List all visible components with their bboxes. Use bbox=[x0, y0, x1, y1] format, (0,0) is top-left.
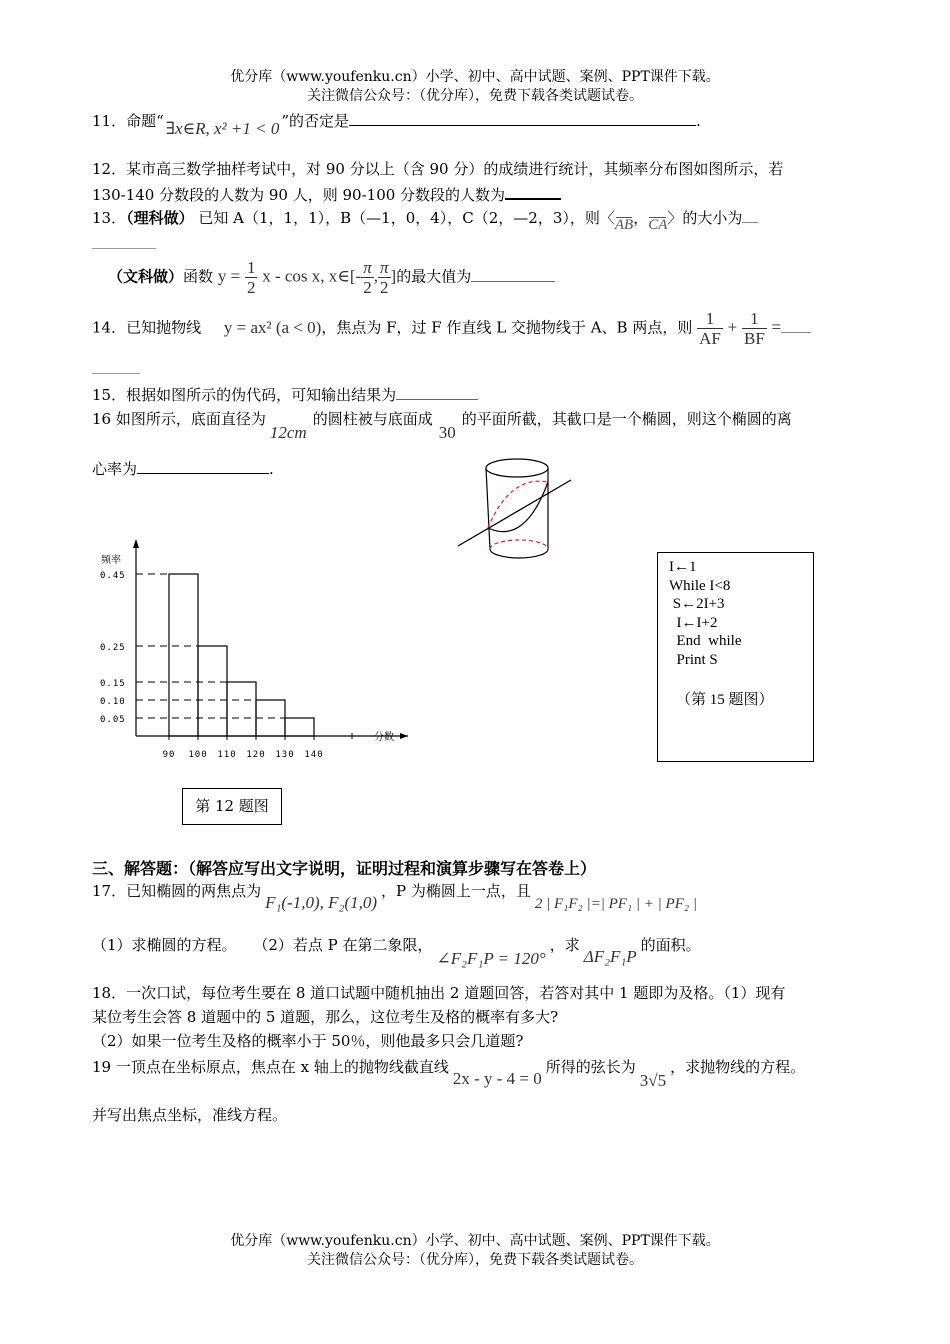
q16-diameter: 12cm bbox=[269, 423, 307, 442]
q15-text: 15．根据如图所示的伪代码，可知输出结果为 bbox=[92, 386, 397, 404]
footer-line-1: 优分库（www.youfenku.cn）小学、初中、高中试题、案例、PPT课件下载。 bbox=[230, 1233, 720, 1249]
q13-formula-close: ] bbox=[390, 266, 397, 286]
q17-triangle: ΔF₂F₁P bbox=[583, 947, 637, 966]
q14-frac-bf-num: 1 bbox=[742, 309, 767, 329]
bar-130-140 bbox=[285, 718, 314, 736]
y-tick-label-1: 0.25 bbox=[100, 643, 126, 653]
question-11 bbox=[92, 110, 701, 138]
x-axis-arrow bbox=[400, 733, 408, 739]
question-16-line-2 bbox=[92, 458, 274, 479]
ellipse-section-front bbox=[488, 482, 548, 532]
q14-text-a: 14．已知抛物线 bbox=[92, 318, 202, 337]
question-12-line-1: 12．某市高三数学抽样考试中，对 90 分以上（含 90 分）的成绩进行统计，其频率分布图如图所示，若 bbox=[92, 160, 784, 178]
x-tick-label-90: 90 bbox=[162, 750, 176, 760]
q14-plus: + bbox=[727, 317, 738, 337]
cutting-plane-line bbox=[458, 480, 571, 546]
y-tick-label-4: 0.05 bbox=[100, 715, 126, 725]
cylinder-bottom-front bbox=[490, 549, 548, 558]
cylinder-left-edge bbox=[486, 468, 490, 549]
q13-vector-ca: CA bbox=[648, 217, 668, 233]
q13-frac-half bbox=[245, 258, 258, 297]
q14-frac-af bbox=[697, 309, 723, 348]
q12-text: 130-140 分数段的人数为 90 人，则 90-100 分数段的人数为 bbox=[92, 186, 506, 204]
q16-text-b: 的圆柱被与底面成 bbox=[312, 410, 433, 428]
y-axis-label: 频率 bbox=[101, 555, 121, 566]
x-axis-label: 分数 bbox=[374, 732, 394, 743]
bar-90-100 bbox=[169, 574, 198, 736]
q16-answer-blank bbox=[137, 473, 269, 474]
q17-part-2: （2）若点 P 在第二象限， bbox=[253, 936, 433, 954]
question-18-line-2: 某位考生会答 8 道题中的 5 道题，那么，这位考生及格的概率有多大? bbox=[92, 1008, 559, 1026]
question-19-line-1 bbox=[92, 1056, 806, 1090]
y-tick-label-0: 0.45 bbox=[100, 571, 126, 581]
question-15 bbox=[92, 384, 478, 405]
q13-text-a: 已知 A（1，1，1），B（—1，0，4），C（2，—2，3），则〈 bbox=[198, 209, 615, 227]
q13-formula-y: y = bbox=[217, 266, 241, 286]
q13-arts-tag: （文科做） bbox=[108, 267, 184, 286]
q13-science-tag: （理科做） bbox=[126, 209, 194, 227]
q13-arts-text: 函数 bbox=[183, 267, 214, 286]
q19-text-b: 所得的弦长为 bbox=[545, 1058, 636, 1076]
code-line-6: Print S bbox=[669, 652, 718, 668]
q13-text-b: 〉的大小为 bbox=[667, 209, 743, 227]
q13-frac-pi-2-den: 2 bbox=[380, 278, 389, 297]
q19-chord-length: 3√5 bbox=[639, 1071, 667, 1090]
code-line-1: I←1 bbox=[669, 559, 697, 575]
q14-frac-bf bbox=[742, 309, 767, 348]
cylinder-top-ellipse bbox=[486, 459, 548, 477]
q13-formula-body: x - cos x, x∈[- bbox=[262, 266, 362, 286]
x-tick-label-140: 140 bbox=[304, 750, 324, 760]
histogram-figure bbox=[96, 537, 416, 767]
cylinder-bottom-back bbox=[490, 540, 548, 549]
question-17-line-2 bbox=[92, 934, 701, 968]
q13-frac-half-num: 1 bbox=[246, 258, 256, 277]
q17-condition: 2 | F₁F₂ |=| PF₁ | + | PF₂ | bbox=[534, 896, 697, 912]
q13-frac-pi-1-num: π bbox=[363, 258, 372, 277]
question-13-science bbox=[92, 207, 758, 233]
q16-text-c: 的平面所截，其截口是一个椭圆，则这个椭圆的离 bbox=[461, 410, 792, 428]
y-tick-label-3: 0.10 bbox=[100, 697, 126, 707]
question-16-line-1 bbox=[92, 408, 792, 442]
pseudo-code-box bbox=[657, 552, 814, 762]
q13-frac-half-den: 2 bbox=[246, 278, 256, 297]
code-line-5: End while bbox=[669, 633, 742, 649]
q11-suffix: ”的否定是 bbox=[281, 112, 350, 130]
code-line-2: While I<8 bbox=[669, 578, 731, 594]
q13-arts-text-b: 的最大值为 bbox=[396, 267, 472, 286]
q14-text-b: ，焦点为 F，过 F 作直线 L 交抛物线于 A、B 两点，则 bbox=[321, 318, 693, 337]
q11-answer-blank bbox=[349, 125, 696, 126]
x-tick-label-130: 130 bbox=[275, 750, 295, 760]
q17-text-a: 17．已知椭圆的两焦点为 bbox=[92, 882, 262, 900]
q19-text-c: ，求抛物线的方程。 bbox=[670, 1058, 806, 1076]
figure-12-caption: 第 12 题图 bbox=[182, 788, 282, 825]
bar-110-120 bbox=[227, 682, 256, 736]
q14-equals: = bbox=[771, 317, 782, 337]
q19-text-a: 19 一顶点在坐标原点，焦点在 x 轴上的抛物线截直线 bbox=[92, 1058, 449, 1076]
cylinder-figure bbox=[450, 450, 580, 575]
q11-prefix: 11．命题“ bbox=[92, 112, 164, 130]
q17-foci: F₁(-1,0), F₂(1,0) bbox=[265, 893, 377, 912]
question-18-line-1: 18．一次口试，每位考生要在 8 道口试题中随机抽出 2 道题回答，若答对其中 1 题即为及格。（1）现有 bbox=[92, 984, 786, 1002]
q13-comma: ， bbox=[633, 209, 649, 227]
q14-frac-af-num: 1 bbox=[697, 309, 723, 329]
q16-angle: 30 bbox=[438, 423, 456, 442]
q17-angle: ∠F₂F₁P = 120° bbox=[436, 949, 546, 968]
question-19-line-2: 并写出焦点坐标，准线方程。 bbox=[92, 1106, 288, 1124]
x-tick-label-100: 100 bbox=[188, 750, 208, 760]
q15-answer-blank bbox=[396, 399, 478, 400]
question-12-line-2 bbox=[92, 184, 561, 205]
q14-blank-continuation bbox=[92, 373, 140, 374]
y-axis-arrow bbox=[133, 539, 139, 548]
q17-part-2c: 的面积。 bbox=[640, 936, 701, 954]
question-14 bbox=[92, 309, 811, 348]
section-3-title: 三、解答题：（解答应写出文字说明，证明过程和演算步骤写在答卷上） bbox=[92, 859, 597, 878]
histogram-plot bbox=[100, 539, 408, 760]
q17-text-b: ，P 为椭圆上一点，且 bbox=[381, 882, 531, 900]
q14-frac-bf-den: BF bbox=[744, 329, 765, 348]
q14-formula: y = ax² (a < 0) bbox=[223, 317, 322, 337]
x-tick-label-110: 110 bbox=[217, 750, 237, 760]
y-tick-label-2: 0.15 bbox=[100, 679, 126, 689]
header-line-1: 优分库（www.youfenku.cn）小学、初中、高中试题、案例、PPT课件下载。 bbox=[230, 69, 720, 85]
header-line-2: 关注微信公众号：（优分库），免费下载各类试题试卷。 bbox=[307, 88, 643, 104]
x-tick-label-120: 120 bbox=[246, 750, 266, 760]
q11-end: . bbox=[696, 112, 701, 130]
q16-end: . bbox=[269, 460, 274, 478]
q13-arts-blank bbox=[471, 281, 555, 282]
q13-frac-pi-2-num: π bbox=[379, 258, 389, 277]
q17-part-2b: ，求 bbox=[549, 936, 580, 954]
footer-line-2: 关注微信公众号：（优分库），免费下载各类试题试卷。 bbox=[307, 1252, 643, 1268]
bar-100-110 bbox=[198, 646, 227, 736]
question-13-arts: （文科做）函数 y = $\frac{1}{2}$ x - cos x, x∈[- $\frac{\pi}{2}$ , $\frac{\pi}{2}$ ]的最大值为 bbox=[108, 258, 555, 297]
q17-part-1: （1）求椭圆的方程。 bbox=[92, 936, 237, 954]
q19-line-equation: 2x - y - 4 = 0 bbox=[452, 1069, 542, 1088]
q13-frac-pi-1-den: 2 bbox=[363, 278, 372, 297]
figure-15-caption: （第 15 题图） bbox=[676, 692, 774, 708]
code-line-4: I←I+2 bbox=[669, 615, 718, 631]
question-17-line-1 bbox=[92, 880, 697, 912]
q13-blank-start bbox=[742, 222, 758, 223]
q13-number: 13． bbox=[92, 209, 127, 227]
q16-line2-text: 心率为 bbox=[92, 460, 138, 478]
q16-text-a: 16 如图所示，底面直径为 bbox=[92, 410, 266, 428]
q12-answer-blank bbox=[505, 198, 561, 200]
code-line-3: S←2I+3 bbox=[669, 596, 725, 612]
ellipse-section-back bbox=[488, 481, 548, 528]
question-18-line-3: （2）如果一位考生及格的概率小于 50％，则他最多只会几道题? bbox=[92, 1032, 524, 1050]
q13-frac-pi-1 bbox=[361, 258, 374, 297]
q11-formula: ∃x∈R, x² +1 < 0 bbox=[165, 119, 280, 138]
q13-vector-ab: AB bbox=[614, 217, 634, 233]
q14-frac-af-den: AF bbox=[699, 329, 721, 348]
q13-blank-continuation bbox=[92, 248, 156, 249]
q13-frac-pi-2 bbox=[378, 258, 391, 297]
q14-blank-start bbox=[781, 332, 811, 333]
